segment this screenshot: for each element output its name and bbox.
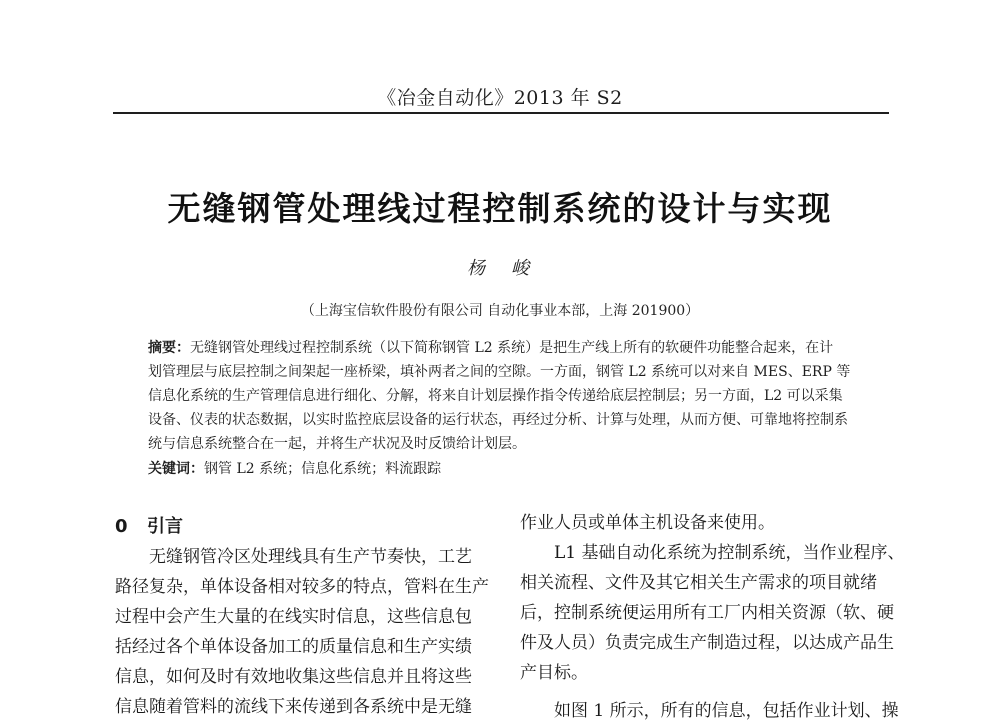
abstract-line: 信息化系统的生产管理信息进行细化、分解，将来自计划层操作指令传递给底层控制层；另一方面，L2 可以采集 [148, 388, 843, 404]
section-title: 引言 [147, 516, 183, 537]
abstract-line: 统与信息系统整合在一起，并将生产状况及时反馈给计划层。 [148, 436, 526, 452]
left-column [115, 512, 487, 722]
section-heading [115, 512, 487, 542]
abstract-line: 无缝钢管处理线过程控制系统（以下简称钢管 L2 系统）是把生产线上所有的软硬件功能整合起来，在计 [190, 340, 834, 356]
body-line: 产目标。 [520, 663, 588, 683]
body-line: L1 基础自动化系统为控制系统，当作业程序、 [554, 543, 905, 563]
body-line: 路径复杂，单体设备相对较多的特点，管料在生产 [115, 577, 489, 597]
body-line: 信息，如何及时有效地收集这些信息并且将这些 [115, 667, 472, 687]
body-line: 相关流程、文件及其它相关生产需求的项目就绪 [520, 573, 877, 593]
abstract-line: 划管理层与底层控制之间架起一座桥梁，填补两者之间的空隙。一方面，钢管 L2 系统可以对来自 MES、ERP 等 [148, 364, 851, 380]
paper-title: 无缝钢管处理线过程控制系统的设计与实现 [167, 189, 833, 228]
body-line: 件及人员）负责完成生产制造过程，以达成产品生 [520, 633, 894, 653]
abstract [148, 336, 860, 456]
header-rule [113, 112, 889, 114]
intro-paragraph [115, 542, 487, 722]
abstract-line: 设备、仪表的状态数据，以实时监控底层设备的运行状态，再经过分析、计算与处理，从而方便、可靠地将控制系 [148, 412, 848, 428]
body-line: 后，控制系统便运用所有工厂内相关资源（软、硬 [520, 603, 894, 623]
journal-header: 《冶金自动化》2013 年 S2 [377, 87, 623, 109]
body-line: 无缝钢管冷区处理线具有生产节奏快，工艺 [149, 547, 472, 567]
body-line: 信息随着管料的流线下来传递到各系统中是无缝 [115, 697, 472, 717]
l1-paragraph [520, 538, 905, 688]
author-name: 杨 峻 [467, 258, 533, 279]
body-line: 括经过各个单体设备加工的质量信息和生产实绩 [115, 637, 472, 657]
keywords [148, 457, 860, 481]
author-affiliation: （上海宝信软件股份有限公司 自动化事业本部，上海 201900） [300, 303, 700, 319]
keywords-label: 关键词： [148, 461, 204, 477]
body-line: 作业人员或单体主机设备来使用。 [520, 513, 775, 533]
paragraph-continuation [520, 508, 890, 538]
figure-reference-paragraph [520, 696, 899, 726]
section-number: 0 [115, 516, 128, 537]
body-line: 过程中会产生大量的在线实时信息，这些信息包 [115, 607, 472, 627]
right-column [520, 508, 905, 726]
keywords-text: 钢管 L2 系统；信息化系统；料流跟踪 [204, 461, 442, 477]
body-line: 如图 1 所示，所有的信息，包括作业计划、操 [554, 701, 899, 721]
abstract-label: 摘要： [148, 340, 190, 356]
